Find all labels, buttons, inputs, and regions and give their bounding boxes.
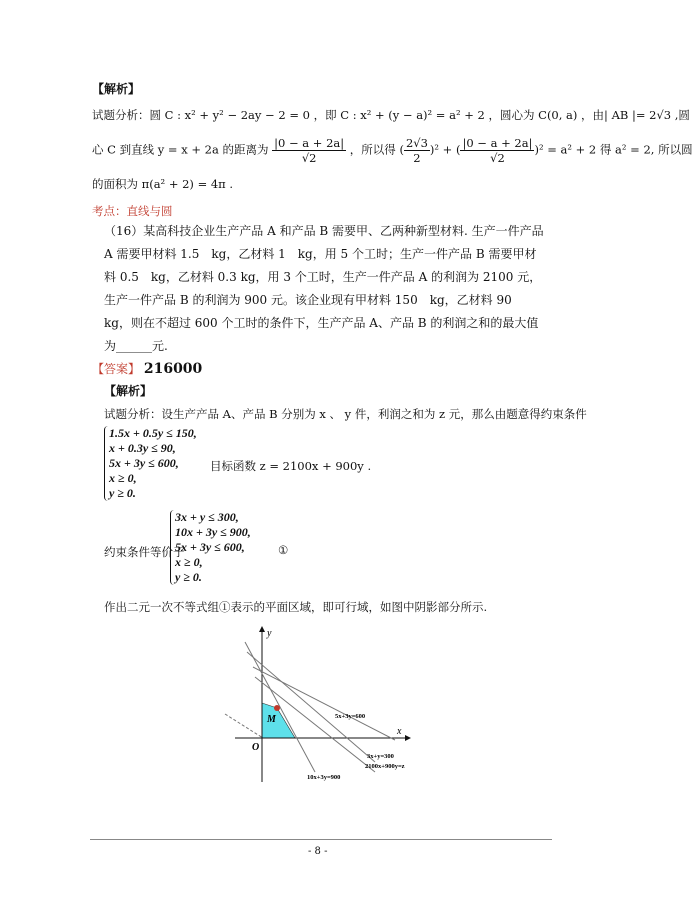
analysis2-label: 【解析】	[104, 384, 153, 398]
line2-mid: ，所以得 (	[349, 142, 404, 157]
analysis2-intro: 试题分析：设生产产品 A、产品 B 分别为 x 、 y 件，利润之和为 z 元，那么由题意得约束条件	[104, 407, 587, 421]
y-axis-label: y	[267, 628, 272, 639]
point-m-label: M	[267, 714, 276, 725]
objective-function: 目标函数 z = 2100x + 900y .	[210, 459, 372, 473]
draw-instruction: 作出二元一次不等式组①表示的平面区域，即可行域，如图中阴影部分所示.	[104, 600, 488, 614]
analysis-line-2	[92, 136, 693, 165]
analysis-line-3: 的面积为 π(a² + 2) = 4π .	[92, 177, 234, 191]
constraint: 3x + y ≤ 300,	[175, 510, 239, 524]
half-chord-fraction	[404, 136, 430, 165]
frac-num: |0 − a + 2a|	[274, 136, 345, 150]
constraint-system-1	[104, 426, 197, 501]
frac-den: √2	[490, 151, 505, 165]
frac-num: 2√3	[405, 136, 428, 150]
label-3x-y-300: 3x+y=300	[367, 753, 394, 760]
constraint-system-2	[170, 510, 251, 585]
label-objective: 2100x+900y=z	[365, 763, 405, 770]
constraint: 10x + 3y ≤ 900,	[175, 525, 251, 539]
label-10x-3y-900: 10x+3y=900	[307, 774, 341, 781]
optimal-point	[274, 705, 280, 711]
kaodian: 考点：直线与圆	[92, 204, 173, 218]
answer-label: 【答案】	[92, 362, 141, 376]
distance-fraction	[272, 136, 346, 165]
constraint: x + 0.3y ≤ 90,	[109, 441, 176, 455]
answer-row	[92, 360, 202, 377]
constraint: 1.5x + 0.5y ≤ 150,	[109, 426, 197, 440]
frac-den: 2	[413, 151, 421, 165]
line2-post: )² = a² + 2 得 a² = 2, 所以圆	[534, 142, 693, 157]
line2-mid2: )² + (	[429, 142, 461, 157]
constraint: x ≥ 0,	[175, 555, 203, 569]
frac-den: √2	[301, 151, 317, 165]
label-5x-3y-600: 5x+3y=600	[335, 713, 366, 720]
constraint: y ≥ 0.	[175, 570, 202, 584]
constraint: 5x + 3y ≤ 600,	[109, 456, 179, 470]
frac-num: |0 − a + 2a|	[462, 136, 533, 150]
distance-fraction-2	[460, 136, 534, 165]
y-axis-arrow	[259, 626, 265, 632]
origin-label: O	[252, 742, 260, 753]
footer-divider	[90, 839, 552, 840]
circle-one-marker: ①	[278, 543, 289, 557]
constraint: 5x + 3y ≤ 600,	[175, 540, 245, 554]
equiv-label: 约束条件等价于	[104, 545, 185, 559]
feasible-region-graph	[225, 622, 425, 792]
problem-16: （16）某高科技企业生产产品 A 和产品 B 需要甲、乙两种新型材料. 生产一件产品 A 需要甲材料 1.5 kg，乙材料 1 kg，用 5 个工时；生产一件产品 B 需要甲材料 0.5 kg，乙材料 0.3 kg，用 3 个工时，生产一件产品 A 的利润为 2100 元，生产一件产品 B 的利润为 900 元。该企业现有甲材料 150 kg，乙材料 90 kg，则在不超过 600 个工时的条件下，生产产品 A、产品 B 的利润之和的最大值为______元.	[104, 224, 544, 353]
constraint: y ≥ 0.	[109, 486, 136, 500]
page-number: - 8 -	[308, 846, 328, 857]
constraint: x ≥ 0,	[109, 471, 137, 485]
analysis-label: 【解析】	[92, 82, 141, 96]
line-objective-dashed	[225, 714, 263, 738]
analysis-line-1: 试题分析：圆 C : x² + y² − 2ay − 2 = 0 ，即 C : x² + (y − a)² = a² + 2 ，圆心为 C(0, a) ，由| AB |= 2√3 ,圆	[92, 108, 690, 122]
line2-pre: 心 C 到直线 y = x + 2a 的距离为	[92, 142, 269, 157]
answer-value: 216000	[143, 361, 203, 377]
x-axis-label: x	[397, 726, 402, 737]
x-axis-arrow	[405, 735, 411, 741]
